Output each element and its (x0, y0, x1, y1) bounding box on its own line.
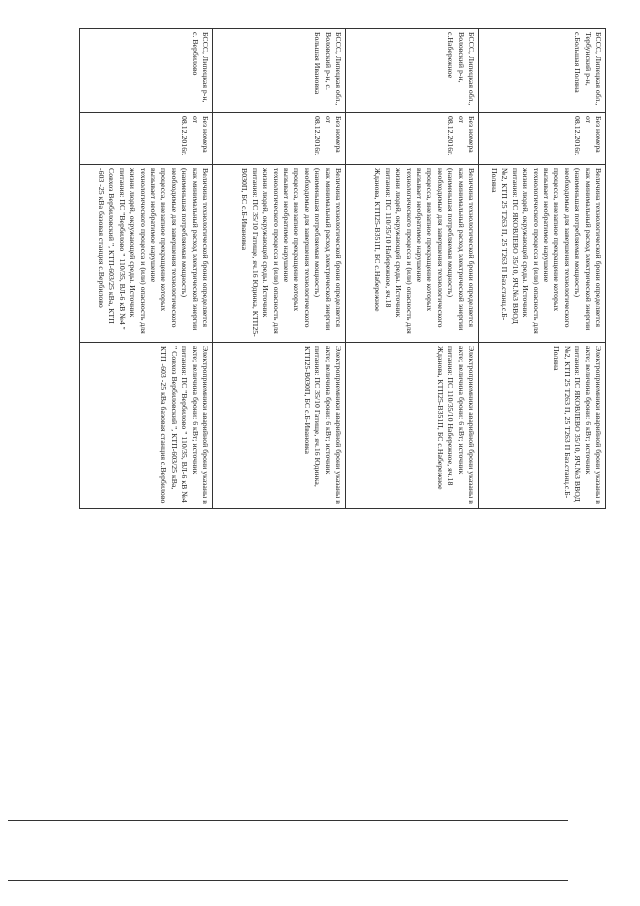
cell-note: Электроприемники аварийной брони указаны в акте; величина брони: 6 кВт; источник питания: ПС 35/10 Гатище, яч.16 Юдинка, КТП25-В030П, БС с.Б-Ивановка (213, 343, 346, 509)
cell-document: Без номера от 08.12.2016г. (213, 113, 346, 165)
cell-document: Без номера от 08.12.2016г. (479, 113, 606, 165)
cell-note: Электроприемники аварийной брони указаны в акте; величина брони: 6 кВт; источник питания: ПС 110/35/10 Набережное, яч.18 Жданова, КТП25-В351П, БС с.Набережное (346, 343, 479, 509)
cell-object: БССС, Липецкая р-н, с. Вербилово (80, 29, 213, 113)
cell-description: Величина технологической брони определяется как минимальный расход электрической энергии (наименьшая потребляемая мощность) необходимые для завершения технологического процесса, внезапное прекращение которых вызывает необратимое нарушение технологического процесса и (или) опасность для жизни людей, окружающей среды. Источник питания: ПС ЯКОВЛЕВО 35/10, ЯЧ.№3 ВВОД №2, КТП 25 Т263 П, 25 Т263 П Баз.станц.с.Б-Поляна (479, 165, 606, 343)
reservation-table (79, 28, 606, 509)
cell-object: БССС, Липецкая обл., Воловский р-н, с.Набережное (346, 29, 479, 113)
cell-document: Без номера от 08.12.2016г. (80, 113, 213, 165)
cell-description: Величина технологической брони определяется как минимальный расход электрической энергии (наименьшая потребляемая мощность) необходимые для завершения технологического процесса, внезапное прекращение которых вызывает необратимое нарушение технологического процесса и (или) опасность для жизни людей, окружающей среды. Источник питания: ПС 110/35/10 Набережное, яч.18 Жданова, КТП25-В351П, БС с.Набережное (346, 165, 479, 343)
horizontal-rule (8, 820, 568, 821)
table-row (479, 29, 606, 509)
cell-object: БССС, Липецкая обл., Тербунский р-н, с.Большая Поляна (479, 29, 606, 113)
cell-description: Величина технологической брони определяется как минимальный расход электрической энергии (наименьшая потребляемая мощность) необходимые для завершения технологического процесса, внезапное прекращение которых вызывает необратимое нарушение технологического процесса и (или) опасность для жизни людей, окружающей среды. Источник питания: ПС 35/10 Гатище, яч.16 Юдинка, КТП25-В030П, БС с.Б-Ивановка (213, 165, 346, 343)
cell-note: Электроприемники аварийной брони указаны в акте; величина брони: 6 кВт; источник питания: ПС "Вербилово " 110/35, ВЛ-6 кВ №4 " Совхоз Вербиловский ", КТП-603/25 кВа, КТП -603 -25 кВа базовая станция с.Вербилово (80, 343, 213, 509)
cell-document: Без номера от 08.12.2016г. (346, 113, 479, 165)
cell-note: Электроприемники аварийной брони указаны в акте; величина брони: 6 кВт; источник питания: ПС ЯКОВЛЕВО 35/10, ЯЧ.№3 ВВОД №2, КТП 25 Т263 П, 25 Т263 П Баз.станц.с.Б-Поляна (479, 343, 606, 509)
cell-object: БССС, Липецкая обл., Воловский р-н, с. Большая Ивановка (213, 29, 346, 113)
cell-description: Величина технологической брони определяется как минимальный расход электрической энергии (наименьшая потребляемая мощность) необходимые для завершения технологического процесса, внезапное прекращение которых вызывает необратимое нарушение технологического процесса и (или) опасность для жизни людей, окружающей среды. Источник питания: ПС "Вербилово " 110/35, ВЛ-6 кВ №4 " Совхоз Вербиловский ", КТП-603/25 кВа, КТП -603 -25 кВа базовая станция с.Вербилово (80, 165, 213, 343)
table-row (213, 29, 346, 509)
table-row (80, 29, 213, 509)
horizontal-rule (8, 880, 568, 881)
rotated-content (26, 0, 606, 906)
table-row (346, 29, 479, 509)
